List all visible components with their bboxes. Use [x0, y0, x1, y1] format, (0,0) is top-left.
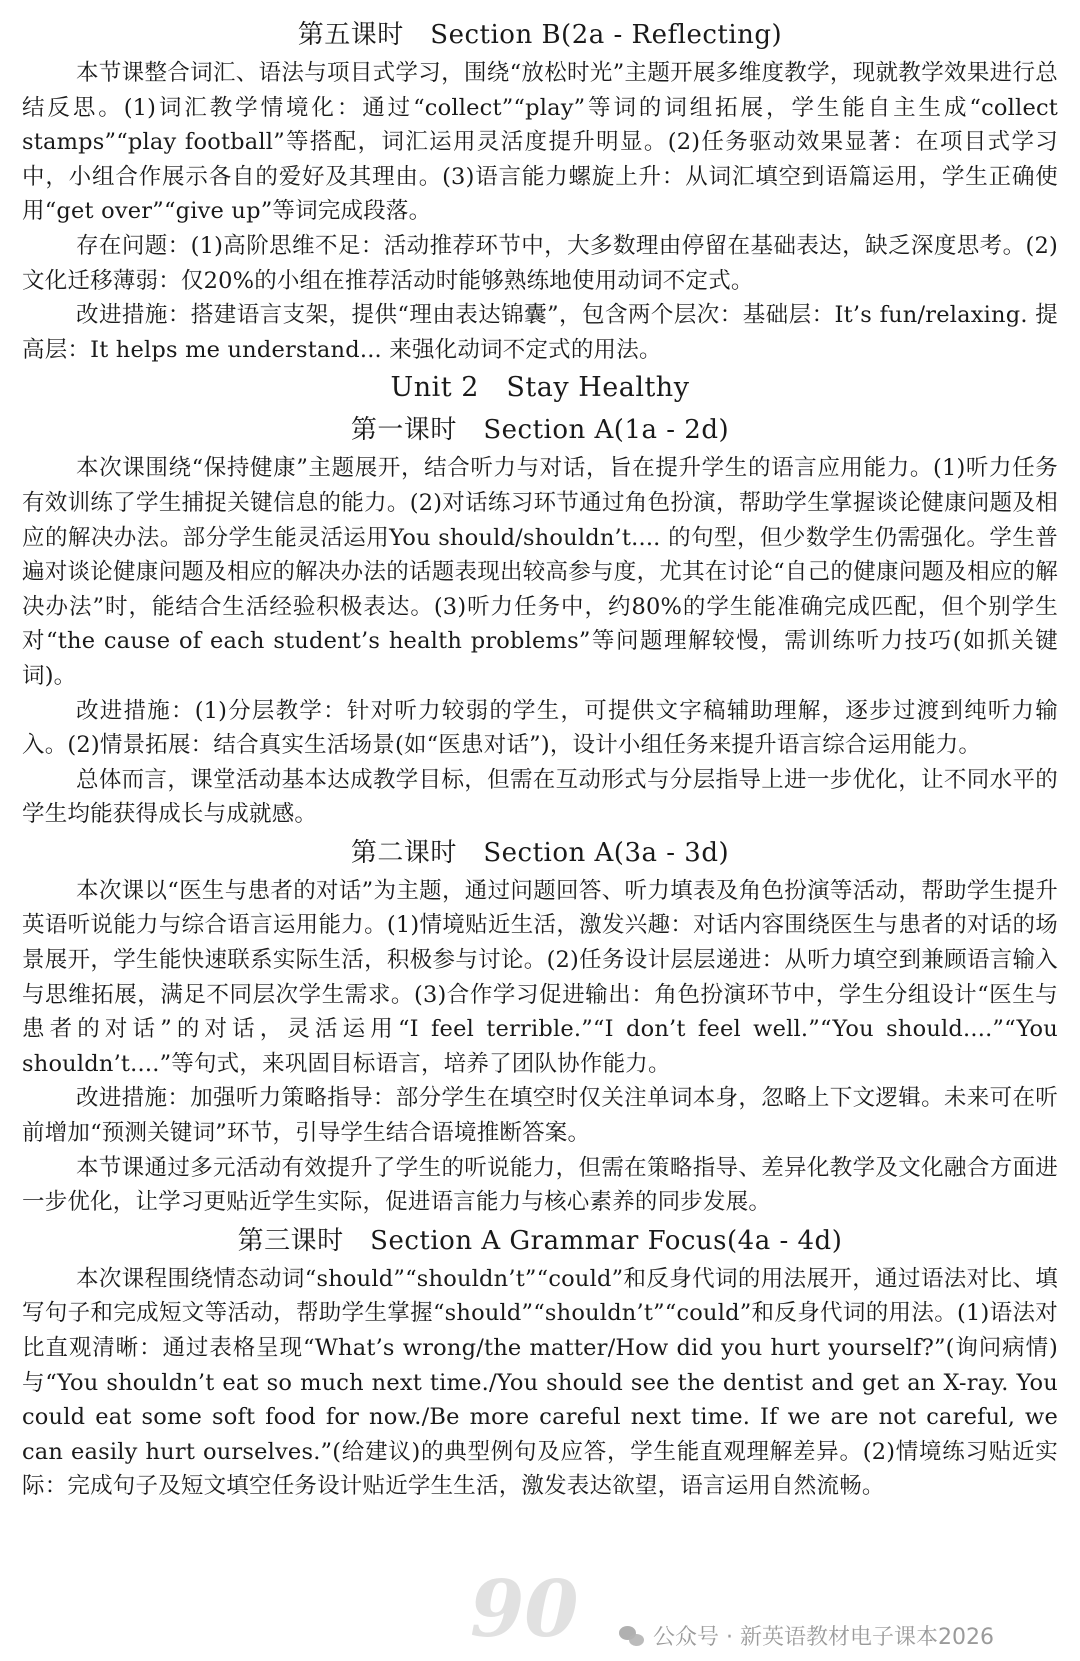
wechat-icon — [619, 1625, 645, 1647]
watermark — [619, 1620, 994, 1651]
paragraph: 本次课以“医生与患者的对话”为主题，通过问题回答、听力填表及角色扮演等活动，帮助学生提升英语听说能力与综合语言运用能力。(1)情境贴近生活，激发兴趣：对话内容围绕医生与患者的对话的场景展开，学生能快速联系实际生活，积极参与讨论。(2)任务设计层层递进：从听力填空到兼顾语言输入与思维拓展，满足不同层次学生需求。(3)合作学习促进输出：角色扮演环节中，学生分组设计“医生与患者的对话”的对话，灵活运用“I feel terrible.”“I don’t feel well.”“You should....”“You shouldn’t....”等句式，来巩固目标语言，培养了团队协作能力。 — [22, 877, 1058, 1077]
section-heading: 第一课时 Section A(1a - 2d) — [350, 415, 730, 446]
paragraph: 改进措施：加强听力策略指导：部分学生在填空时仅关注单词本身，忽略上下文逻辑。未来可在听前增加“预测关键词”环节，引导学生结合语境推断答案。 — [22, 1085, 1058, 1147]
page-number: 90 — [470, 1564, 579, 1655]
paragraph: 改进措施：搭建语言支架，提供“理由表达锦囊”，包含两个层次：基础层：It’s fun/relaxing. 提高层：It helps me understand... 来强化动词不定式的用法。 — [22, 302, 1058, 363]
unit-title: Unit 2 Stay Healthy — [390, 372, 690, 404]
paragraph: 存在问题：(1)高阶思维不足：活动推荐环节中，大多数理由停留在基础表达，缺乏深度思考。(2)文化迁移薄弱：仅20%的小组在推荐活动时能够熟练地使用动词不定式。 — [22, 232, 1058, 294]
section-heading: 第三课时 Section A Grammar Focus(4a - 4d) — [237, 1225, 843, 1256]
section-heading: 第五课时 Section B(2a - Reflecting) — [297, 20, 783, 50]
paragraph: 本节课通过多元活动有效提升了学生的听说能力，但需在策略指导、差异化教学及文化融合方面进一步优化，让学习更贴近学生实际，促进语言能力与核心素养的同步发展。 — [22, 1154, 1058, 1216]
watermark-text: 公众号 · 新英语教材电子课本2026 — [653, 1625, 994, 1650]
section-heading: 第二课时 Section A(3a - 3d) — [350, 837, 730, 868]
paragraph: 总体而言，课堂活动基本达成教学目标，但需在互动形式与分层指导上进一步优化，让不同水平的学生均能获得成长与成就感。 — [22, 766, 1058, 828]
paragraph: 本次课程围绕情态动词“should”“shouldn’t”“could”和反身代词的用法展开，通过语法对比、填写句子和完成短文等活动，帮助学生掌握“should”“shouldn’t”“could”和反身代词的用法。(1)语法对比直观清晰：通过表格呈现“What’s wrong/the matter/How did you hurt yourself?”(询问病情)与“You shouldn’t eat so much next time./You should see the dentist and get an X-ray. You could eat some soft food for now./Be more careful next time. If we are not careful, we can easily hurt ourselves.”(给建议)的典型例句及应答，学生能直观理解差异。(2)情境练习贴近实际：完成句子及短文填空任务设计贴近学生生活，激发表达欲望，语言运用自然流畅。 — [22, 1265, 1058, 1500]
paragraph: 本节课整合词汇、语法与项目式学习，围绕“放松时光”主题开展多维度教学，现就教学效果进行总结反思。(1)词汇教学情境化：通过“collect”“play”等词的词组拓展，学生能自主生成“collect stamps”“play football”等搭配，词汇运用灵活度提升明显。(2)任务驱动效果显著：在项目式学习中，小组合作展示各自的爱好及其理由。(3)语言能力螺旋上升：从词汇填空到语篇运用，学生正确使用“get over”“give up”等词完成段落。 — [22, 60, 1058, 225]
paragraph: 本次课围绕“保持健康”主题展开，结合听力与对话，旨在提升学生的语言应用能力。(1)听力任务有效训练了学生捕捉关键信息的能力。(2)对话练习环节通过角色扮演，帮助学生掌握谈论健康问题及相应的解决办法。部分学生能灵活运用You should/shouldn’t.... 的句型，但少数学生仍需强化。学生普遍对谈论健康问题及相应的解决办法的话题表现出较高参与度，尤其在讨论“自己的健康问题及相应的解决办法”时，能结合生活经验积极表达。(3)听力任务中，约80%的学生能准确完成匹配，但个别学生对“the cause of each student’s health problems”等问题理解较慢，需训练听力技巧(如抓关键词)。 — [22, 455, 1058, 689]
paragraph: 改进措施：(1)分层教学：针对听力较弱的学生，可提供文字稿辅助理解，逐步过渡到纯听力输入。(2)情景拓展：结合真实生活场景(如“医患对话”)，设计小组任务来提升语言综合运用能力。 — [22, 697, 1058, 759]
